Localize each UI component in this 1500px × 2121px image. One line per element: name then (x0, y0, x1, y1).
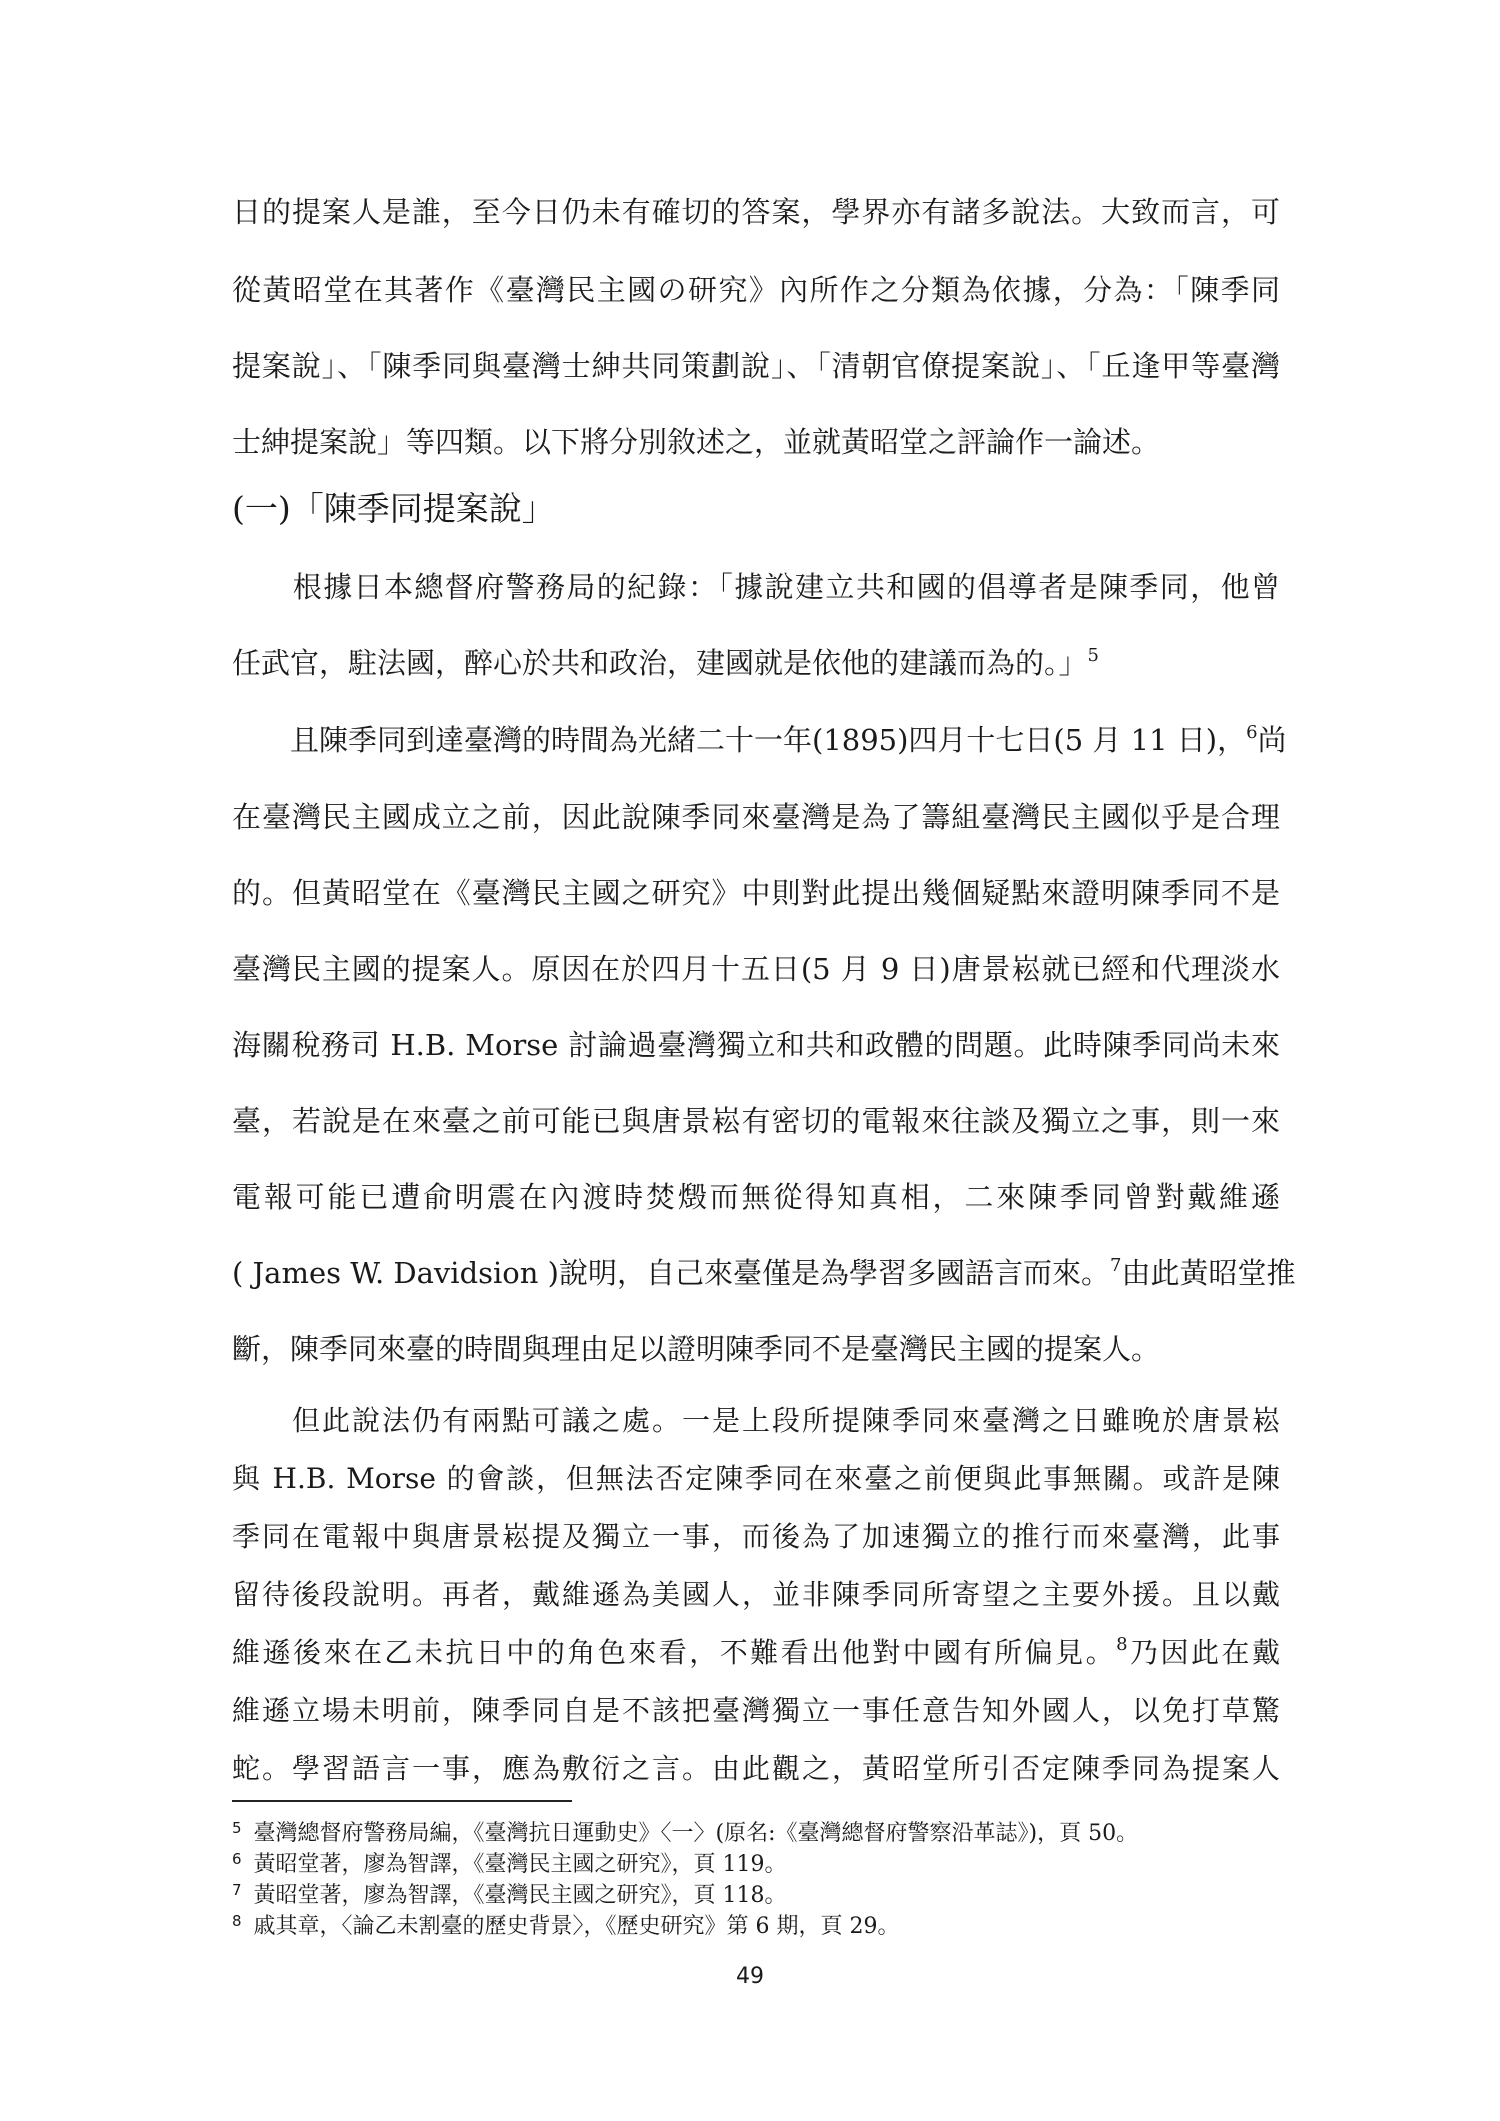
body-text-line: 季同在電報中與唐景崧提及獨立一事，而後為了加速獨立的推行而來臺灣，此事 (232, 1520, 1280, 1553)
footnote-text: 臺灣總督府警務局編，《臺灣抗日運動史》〈一〉(原名:《臺灣總督府警察沿革誌》)，頁 50。 (253, 1821, 1139, 1846)
body-text-line: 海關稅務司 H.B. Morse 討論過臺灣獨立和共和政體的問題。此時陳季同尚未來 (232, 1028, 1280, 1062)
footnote-text: 黃昭堂著，廖為智譯，《臺灣民主國之研究》，頁 119。 (253, 1852, 787, 1877)
body-text-line: 日的提案人是誰，至今日仍未有確切的答案，學界亦有諸多說法。大致而言，可 (232, 195, 1280, 229)
body-text-line: 但此說法仍有兩點可議之處。一是上段所提陳季同來臺灣之日雖晚於唐景崧 (232, 1404, 1280, 1437)
footnote-ref: 7 (1109, 1255, 1122, 1276)
footnote-text: 戚其章，〈論乙未割臺的歷史背景〉，《歷史研究》第 6 期，頁 29。 (253, 1914, 900, 1939)
page-number: 49 (736, 1964, 764, 1989)
footnote-text: 黃昭堂著，廖為智譯，《臺灣民主國之研究》，頁 118。 (253, 1883, 787, 1908)
body-text-line: 在臺灣民主國成立之前，因此說陳季同來臺灣是為了籌組臺灣民主國似乎是合理 (232, 800, 1280, 834)
body-text-line: 臺，若說是在來臺之前可能已與唐景崧有密切的電報來往談及獨立之事，則一來 (232, 1104, 1280, 1138)
body-text-line (232, 1636, 1280, 1670)
footnote (232, 1814, 1138, 1848)
body-text: 尚 (1257, 723, 1287, 757)
body-text-line: 根據日本總督府警務局的紀錄：「據說建立共和國的倡導者是陳季同，他曾 (232, 570, 1280, 604)
section-heading: (一)「陳季同提案說」 (232, 489, 555, 528)
body-text: 任武官，駐法國，醉心於共和政治，建國就是依他的建議而為的。」 (232, 646, 1088, 680)
footnote-number: 8 (232, 1912, 242, 1930)
body-text-line: 留待後段說明。再者，戴維遜為美國人，並非陳季同所寄望之主要外援。且以戴 (232, 1578, 1280, 1611)
footnote (232, 1845, 787, 1879)
body-text-line: 士紳提案說」等四類。以下將分別敘述之，並就黃昭堂之評論作一論述。 (232, 425, 1161, 459)
footnote (232, 1876, 787, 1910)
body-text-line (232, 720, 1287, 760)
body-text-line: 臺灣民主國的提案人。原因在於四月十五日(5 月 9 日)唐景崧就已經和代理淡水 (232, 952, 1280, 986)
body-text-line: 提案說」、「陳季同與臺灣士紳共同策劃說」、「清朝官僚提案說」、「丘逢甲等臺灣 (232, 349, 1280, 383)
body-text-line (232, 1253, 1296, 1293)
body-text-line: 維遜立場未明前，陳季同自是不該把臺灣獨立一事任意告知外國人，以免打草驚 (232, 1694, 1280, 1727)
footnote-separator (232, 1800, 572, 1802)
body-text-line: 的。但黃昭堂在《臺灣民主國之研究》中則對此提出幾個疑點來證明陳季同不是 (232, 876, 1280, 910)
body-text-line (232, 643, 1280, 683)
body-text: 且陳季同到達臺灣的時間為光緒二十一年(1895)四月十七日(5 月 11 日)， (232, 723, 1247, 757)
footnote-ref: 6 (1246, 722, 1258, 743)
body-text: 由此黃昭堂推 (1121, 1256, 1296, 1290)
body-text-line: 蛇。學習語言一事，應為敷衍之言。由此觀之，黃昭堂所引否定陳季同為提案人 (232, 1752, 1280, 1785)
footnote-number: 5 (232, 1819, 242, 1837)
footnote-ref: 8 (1116, 1634, 1128, 1655)
footnote-ref: 5 (1087, 645, 1099, 666)
footnote-number: 6 (232, 1850, 242, 1868)
body-text-line: 與 H.B. Morse 的會談，但無法否定陳季同在來臺之前便與此事無關。或許是陳 (232, 1462, 1280, 1495)
body-text-line: 電報可能已遭俞明震在內渡時焚燬而無從得知真相，二來陳季同曾對戴維遜 (232, 1180, 1280, 1214)
body-text: ( James W. Davidsion )說明，自己來臺僅是為學習多國語言而來。 (232, 1256, 1110, 1290)
body-text: 乃因此在戴 (1127, 1636, 1280, 1669)
body-text-line: 從黃昭堂在其著作《臺灣民主國の研究》內所作之分類為依據，分為：「陳季同 (232, 273, 1280, 307)
footnote (232, 1907, 900, 1941)
body-text: 維遜後來在乙未抗日中的角色來看，不難看出他對中國有所偏見。 (232, 1636, 1117, 1669)
body-text-line: 斷，陳季同來臺的時間與理由足以證明陳季同不是臺灣民主國的提案人。 (232, 1332, 1161, 1366)
footnote-number: 7 (232, 1881, 242, 1899)
